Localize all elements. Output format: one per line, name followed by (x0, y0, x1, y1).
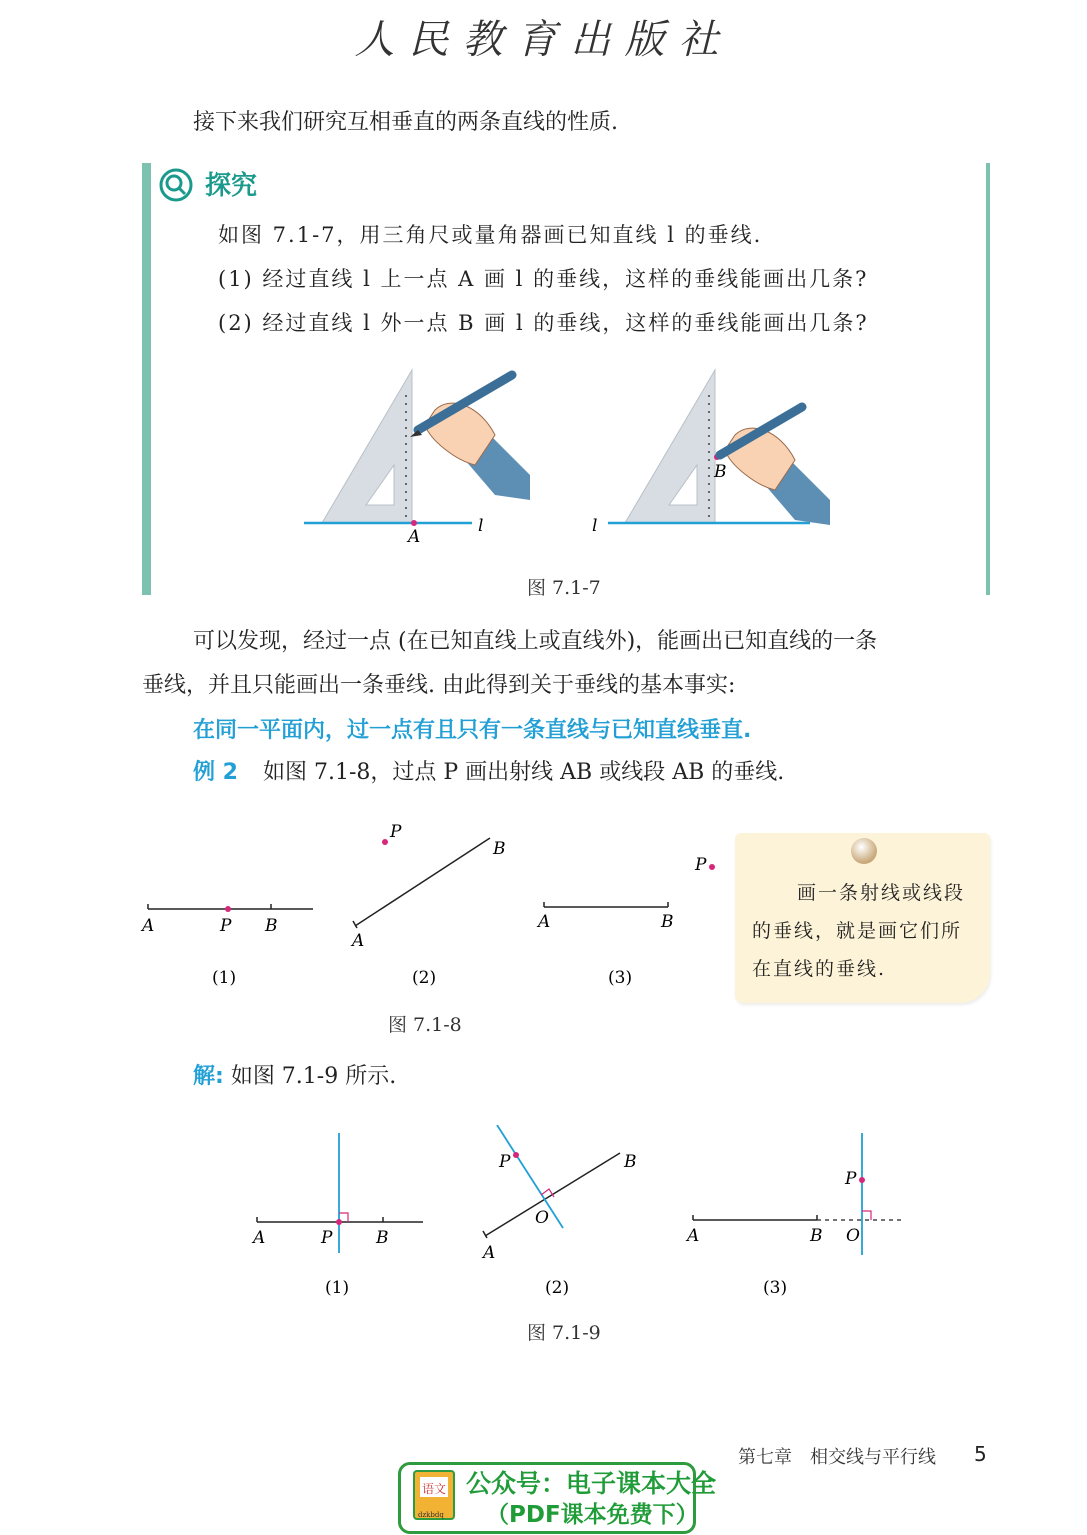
label-B: B (714, 462, 727, 482)
note-line2: 的垂线，就是画它们所 (752, 920, 963, 942)
footer-chapter: 第七章 相交线与平行线 (738, 1447, 936, 1468)
note-line1: 画一条射线或线段 (797, 882, 966, 904)
fig9-part2 (481, 1125, 637, 1263)
figure-7-1-9-caption: 图 7.1-9 (527, 1322, 601, 1344)
discovery-line2: 垂线，并且只能画出一条垂线. 由此得到关于垂线的基本事实: (142, 673, 736, 698)
figure-7-1-8-caption: 图 7.1-8 (388, 1014, 462, 1036)
explore-line1: 如图 7.1-7，用三角尺或量角器画已知直线 l 的垂线. (218, 223, 763, 247)
label-l-left: l (478, 516, 484, 536)
svg-text:P: P (220, 916, 232, 936)
svg-text:O: O (846, 1226, 860, 1246)
intro-paragraph: 接下来我们研究互相垂直的两条直线的性质. (193, 110, 618, 135)
explore-title: 探究 (205, 171, 258, 201)
svg-text:P: P (845, 1169, 857, 1189)
label-A: A (408, 527, 421, 547)
svg-text:A: A (253, 1228, 266, 1248)
figure-7-1-8 (140, 820, 740, 990)
fig8-part1 (140, 904, 313, 936)
publisher-logo: 人民教育出版社 (354, 17, 733, 63)
discovery-line1: 可以发现，经过一点 (在已知直线上或直线外)，能画出已知直线的一条 (193, 629, 878, 654)
basic-fact: 在同一平面内，过一点有且只有一条直线与已知直线垂直. (193, 718, 752, 743)
explore-question-1: (1) 经过直线 l 上一点 A 画 l 的垂线，这样的垂线能画出几条? (218, 267, 869, 291)
watermark-line2: （PDF课本免费下） (486, 1502, 699, 1528)
figure-7-1-7-caption: 图 7.1-7 (527, 577, 601, 599)
fig8-sub1: (1) (212, 968, 237, 988)
fig9-part3 (685, 1133, 901, 1255)
fig8-sub3: (3) (608, 968, 633, 988)
fig9-part1 (251, 1133, 423, 1253)
figure-7-1-7 (290, 365, 850, 550)
svg-text:B: B (493, 839, 506, 859)
point-A (411, 520, 417, 526)
example-label: 例 2 (193, 760, 238, 785)
solution-label: 解: (193, 1064, 224, 1089)
note-line3: 在直线的垂线. (752, 958, 887, 980)
svg-text:B: B (810, 1226, 823, 1246)
svg-text:P: P (499, 1152, 511, 1172)
svg-text:A: A (352, 931, 365, 951)
svg-text:A: A (142, 916, 155, 936)
book-icon (410, 1467, 460, 1525)
label-l-right: l (592, 516, 598, 536)
svg-text:A: A (538, 912, 551, 932)
figure-7-1-9 (245, 1125, 915, 1300)
set-square-right (625, 370, 715, 523)
pushpin-icon (848, 836, 880, 868)
svg-text:A: A (687, 1226, 700, 1246)
svg-text:B: B (624, 1152, 637, 1172)
hand-pencil-right (720, 407, 830, 525)
svg-text:语文: 语文 (422, 1482, 447, 1496)
svg-text:B: B (376, 1228, 389, 1248)
example-text: 如图 7.1-8，过点 P 画出射线 AB 或线段 AB 的垂线. (262, 760, 785, 785)
page-number: 5 (974, 1442, 987, 1466)
fig8-part2 (350, 822, 506, 951)
svg-text:B: B (265, 916, 278, 936)
explore-question-2: (2) 经过直线 l 外一点 B 画 l 的垂线，这样的垂线能画出几条? (218, 311, 869, 335)
explore-box-right-border (986, 163, 990, 595)
solution (193, 1057, 396, 1097)
svg-text:P: P (390, 822, 402, 842)
svg-text:P: P (321, 1228, 333, 1248)
svg-text:O: O (535, 1208, 549, 1228)
watermark-line1: 公众号：电子课本大全 (466, 1469, 717, 1498)
fig8-part3 (536, 855, 715, 932)
svg-text:dzkbdq: dzkbdq (418, 1511, 444, 1519)
set-square-left (322, 370, 412, 523)
hand-pencil-left (410, 375, 530, 500)
example-2 (193, 753, 784, 793)
fig9-sub1: (1) (325, 1278, 350, 1298)
explore-icon (158, 167, 194, 203)
fig8-sub2: (2) (412, 968, 437, 988)
svg-text:B: B (661, 912, 674, 932)
fig9-sub3: (3) (763, 1278, 788, 1298)
svg-text:P: P (695, 855, 707, 875)
fig9-sub2: (2) (545, 1278, 570, 1298)
solution-text: 如图 7.1-9 所示. (230, 1064, 397, 1089)
svg-text:A: A (483, 1243, 496, 1263)
